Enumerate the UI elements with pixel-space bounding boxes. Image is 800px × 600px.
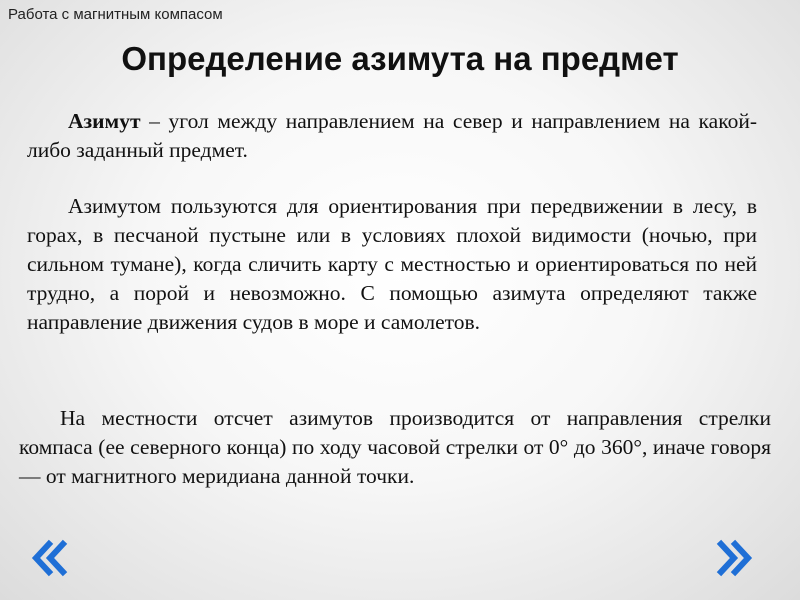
- usage-block: [27, 192, 757, 337]
- double-chevron-left-icon: [27, 536, 71, 580]
- definition-text: – угол между направлением на север и направлением на какой-либо заданный предмет.: [27, 109, 757, 162]
- usage-paragraph: Азимутом пользуются для ориентирования при передвижении в лесу, в горах, в песчаной пустыне или в условиях плохой видимости (ночью, при сильном тумане), когда сличить карту с местностью и ориентироваться по ней трудно, а порой и невозможно. С помощью азимута определяют также направление движения судов в море и самолетов.: [27, 194, 757, 334]
- definition-paragraph: [27, 107, 757, 165]
- measurement-block: [19, 404, 771, 491]
- term-azimuth: Азимут: [68, 109, 141, 133]
- measurement-paragraph: На местности отсчет азимутов производится от направления стрелки компаса (ее северного конца) по ходу часовой стрелки от 0° до 360°, иначе говоря — от магнитного меридиана данной точки.: [19, 406, 771, 488]
- definition-block: [27, 107, 757, 165]
- prev-slide-button[interactable]: [26, 535, 72, 581]
- next-slide-button[interactable]: [712, 535, 758, 581]
- slide-title: Определение азимута на предмет: [121, 40, 679, 77]
- double-chevron-right-icon: [713, 536, 757, 580]
- slide-topic: Работа с магнитным компасом: [8, 6, 223, 23]
